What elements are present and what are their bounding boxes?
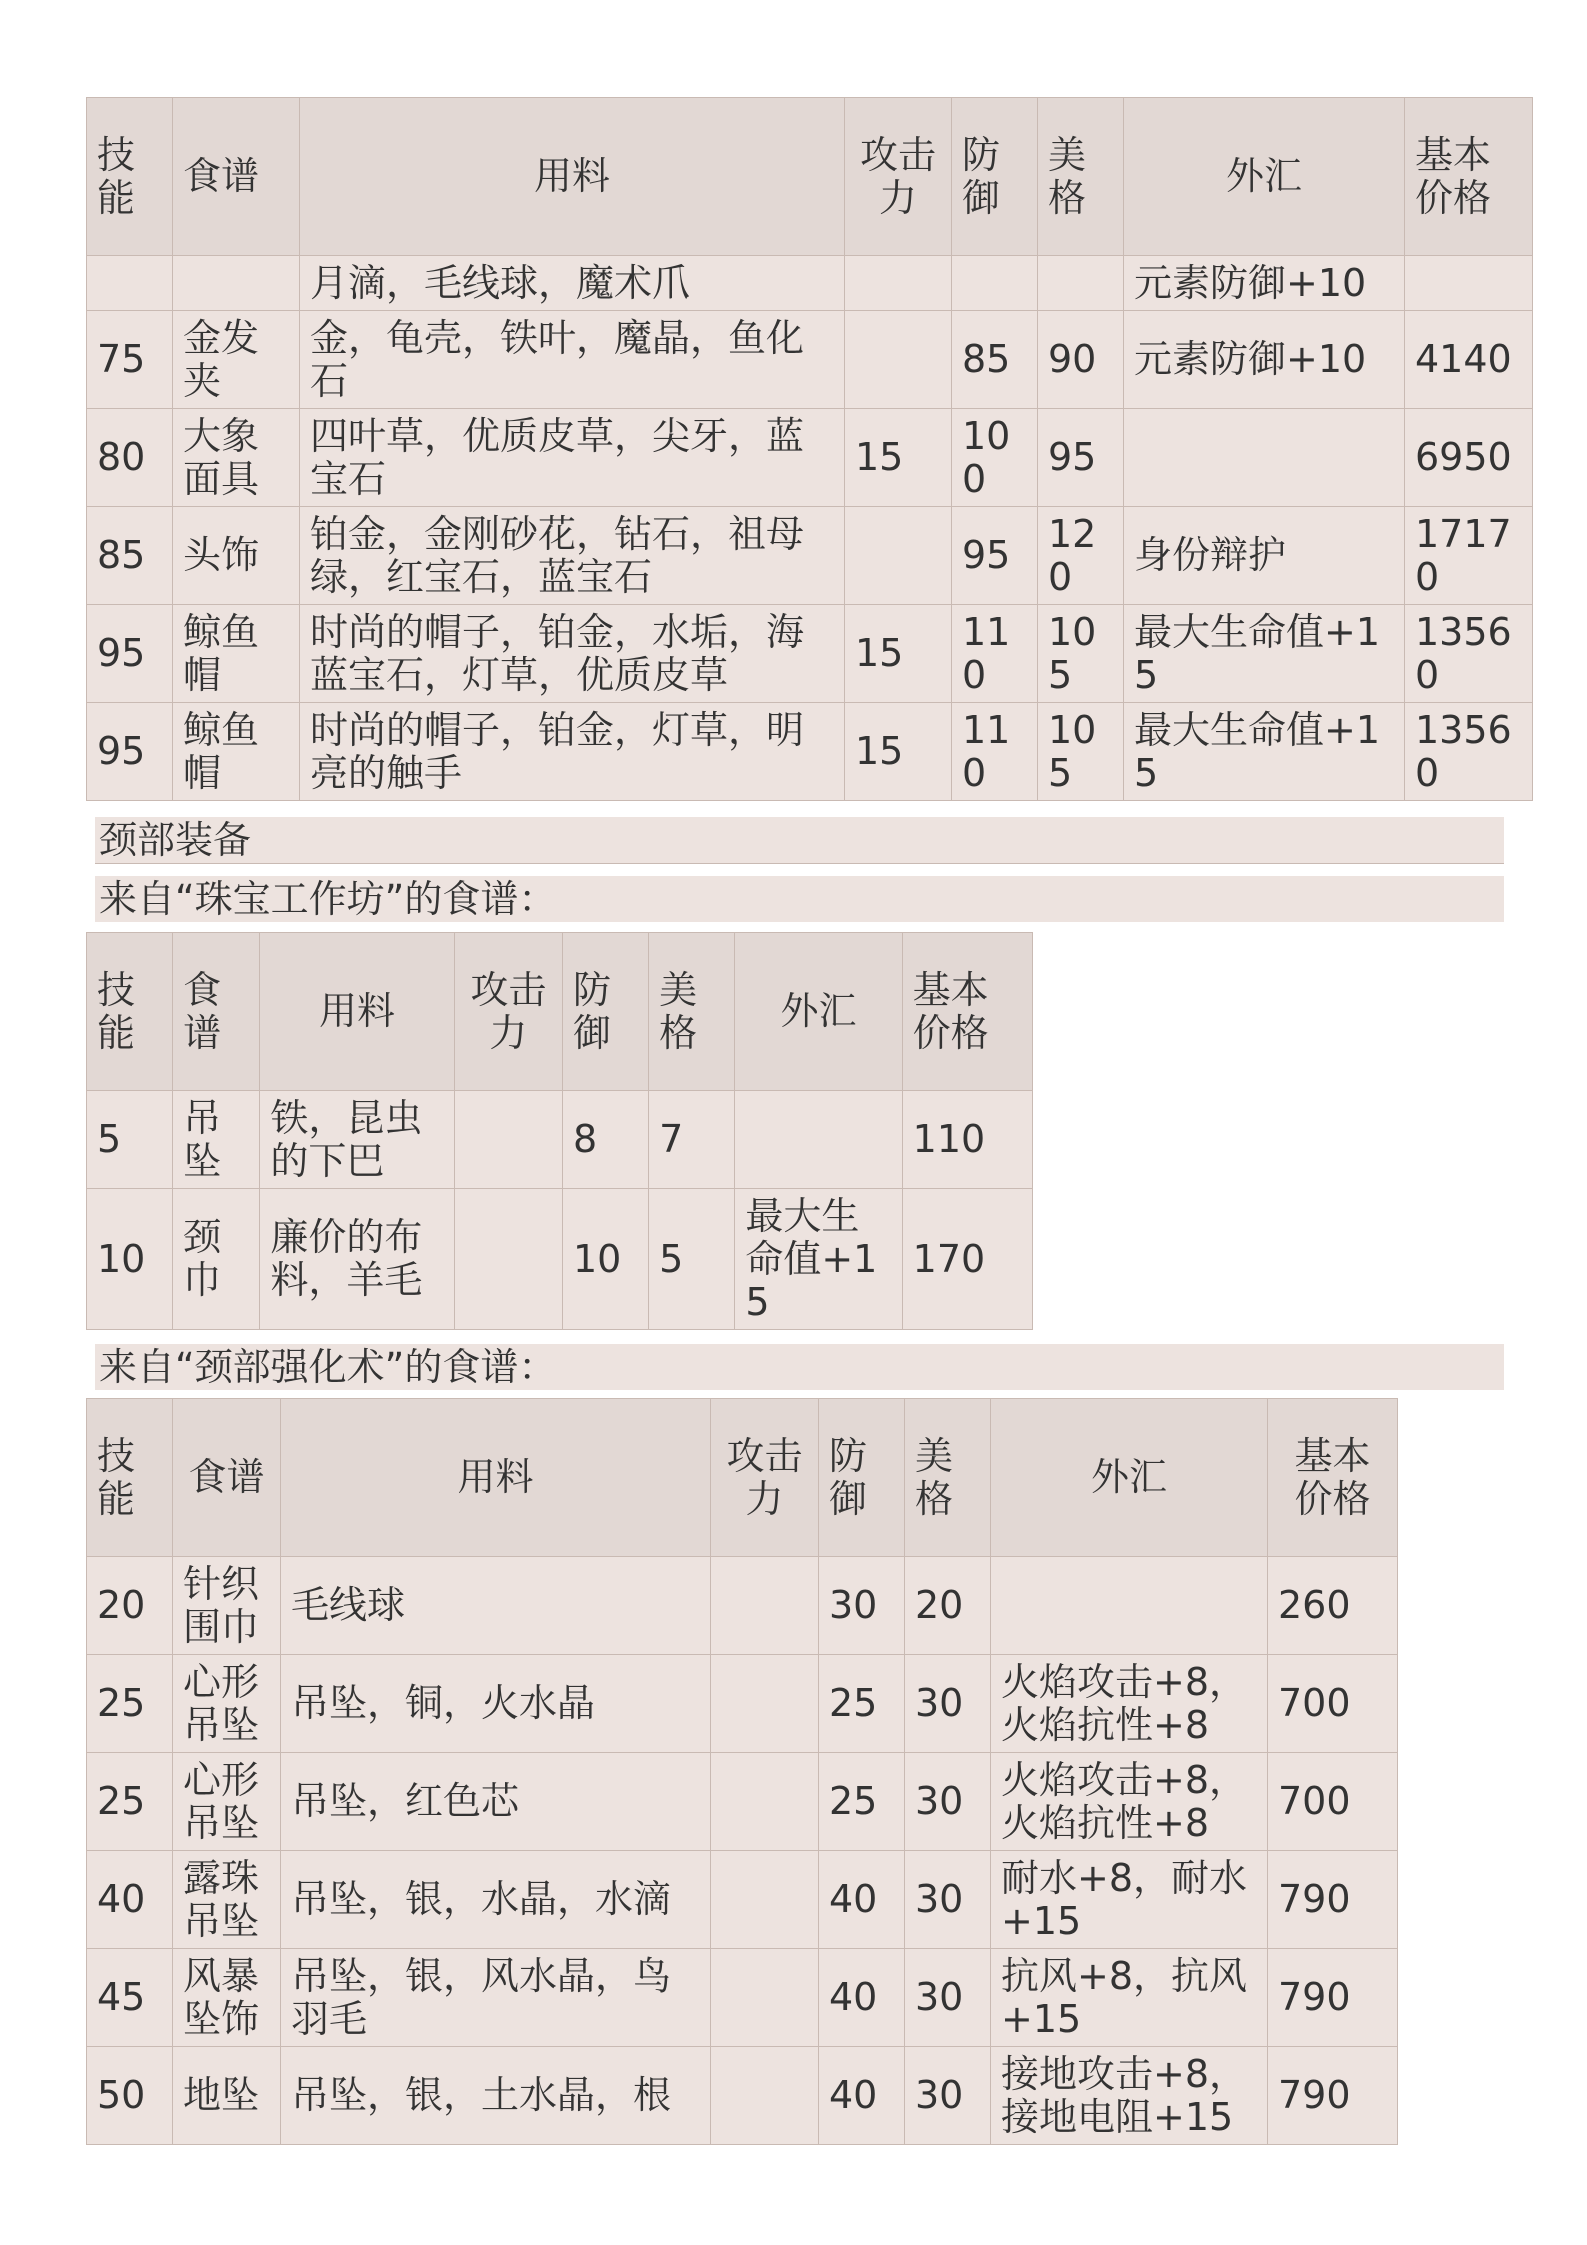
- cell-defense: 40: [819, 1851, 905, 1949]
- cell-attack: [711, 1655, 819, 1753]
- table-row: [87, 1655, 1398, 1753]
- cell-recipe: 金发夹: [173, 311, 300, 409]
- table-row: [87, 2047, 1398, 2145]
- cell-recipe: 心形吊坠: [173, 1655, 281, 1753]
- cell-beauty: [1038, 256, 1124, 311]
- cell-recipe: 鲸鱼帽: [173, 703, 300, 801]
- table-row: [87, 1091, 1033, 1189]
- cell-defense: 95: [952, 507, 1038, 605]
- neck-enhancement-table: [86, 1398, 1398, 2145]
- cell-defense: 40: [819, 2047, 905, 2145]
- cell-skill: 95: [87, 703, 173, 801]
- header-defense: 防御: [562, 933, 648, 1091]
- cell-beauty: 30: [905, 1851, 991, 1949]
- table-row: [87, 256, 1533, 311]
- cell-beauty: 30: [905, 1655, 991, 1753]
- cell-beauty: 95: [1038, 409, 1124, 507]
- table-header-row: [87, 98, 1533, 256]
- cell-recipe: 地坠: [173, 2047, 281, 2145]
- cell-bonus: 火焰攻击+8，火焰抗性+8: [991, 1655, 1268, 1753]
- subsection-title-jewelry-workshop: 来自“珠宝工作坊”的食谱：: [95, 876, 1504, 922]
- cell-skill: 25: [87, 1655, 173, 1753]
- header-skill: 技能: [87, 933, 173, 1091]
- header-materials: 用料: [300, 98, 845, 256]
- cell-defense: 85: [952, 311, 1038, 409]
- table-row: [87, 409, 1533, 507]
- header-bonus: 外汇: [735, 933, 902, 1091]
- header-skill: 技能: [87, 98, 173, 256]
- head-equipment-table: [86, 97, 1533, 801]
- cell-skill: 85: [87, 507, 173, 605]
- cell-beauty: 30: [905, 1949, 991, 2047]
- cell-beauty: 90: [1038, 311, 1124, 409]
- cell-bonus: [1124, 409, 1405, 507]
- header-attack: 攻击力: [711, 1399, 819, 1557]
- cell-skill: [87, 256, 173, 311]
- header-recipe: 食谱: [173, 1399, 281, 1557]
- header-beauty: 美格: [649, 933, 735, 1091]
- cell-price: 13560: [1405, 703, 1533, 801]
- header-recipe: 食谱: [173, 933, 260, 1091]
- cell-attack: [711, 1851, 819, 1949]
- cell-beauty: 20: [905, 1557, 991, 1655]
- cell-defense: 8: [562, 1091, 648, 1189]
- cell-price: 6950: [1405, 409, 1533, 507]
- cell-recipe: 露珠吊坠: [173, 1851, 281, 1949]
- cell-beauty: 30: [905, 2047, 991, 2145]
- cell-skill: 75: [87, 311, 173, 409]
- cell-attack: 15: [845, 409, 952, 507]
- header-skill: 技能: [87, 1399, 173, 1557]
- cell-bonus: 最大生命值+15: [1124, 703, 1405, 801]
- cell-skill: 45: [87, 1949, 173, 2047]
- header-defense: 防御: [819, 1399, 905, 1557]
- subsection-title-neck-enhancement: 来自“颈部强化术”的食谱：: [95, 1344, 1504, 1390]
- cell-bonus: 接地攻击+8，接地电阻+15: [991, 2047, 1268, 2145]
- cell-recipe: 鲸鱼帽: [173, 605, 300, 703]
- cell-price: 790: [1268, 2047, 1398, 2145]
- cell-beauty: 120: [1038, 507, 1124, 605]
- cell-materials: 时尚的帽子，铂金，灯草，明亮的触手: [300, 703, 845, 801]
- cell-skill: 5: [87, 1091, 173, 1189]
- cell-materials: 吊坠，银，水晶，水滴: [281, 1851, 711, 1949]
- cell-attack: [711, 1949, 819, 2047]
- cell-price: 170: [902, 1189, 1032, 1330]
- header-bonus: 外汇: [991, 1399, 1268, 1557]
- cell-materials: 铂金，金刚砂花，钻石，祖母绿，红宝石，蓝宝石: [300, 507, 845, 605]
- table-row: [87, 1753, 1398, 1851]
- table-row: [87, 703, 1533, 801]
- cell-price: [1405, 256, 1533, 311]
- cell-price: 790: [1268, 1851, 1398, 1949]
- cell-recipe: 头饰: [173, 507, 300, 605]
- cell-bonus: 火焰攻击+8，火焰抗性+8: [991, 1753, 1268, 1851]
- cell-price: 260: [1268, 1557, 1398, 1655]
- cell-recipe: 颈巾: [173, 1189, 260, 1330]
- table-row: [87, 507, 1533, 605]
- header-bonus: 外汇: [1124, 98, 1405, 256]
- cell-price: 790: [1268, 1949, 1398, 2047]
- cell-skill: 10: [87, 1189, 173, 1330]
- cell-attack: 15: [845, 605, 952, 703]
- cell-skill: 50: [87, 2047, 173, 2145]
- cell-attack: 15: [845, 703, 952, 801]
- cell-defense: 30: [819, 1557, 905, 1655]
- cell-attack: [711, 2047, 819, 2145]
- cell-attack: [454, 1091, 562, 1189]
- cell-price: 700: [1268, 1753, 1398, 1851]
- table-row: [87, 1557, 1398, 1655]
- table-row: [87, 605, 1533, 703]
- cell-bonus: 元素防御+10: [1124, 311, 1405, 409]
- cell-skill: 20: [87, 1557, 173, 1655]
- cell-materials: 铁，昆虫的下巴: [260, 1091, 454, 1189]
- header-materials: 用料: [281, 1399, 711, 1557]
- header-attack: 攻击力: [454, 933, 562, 1091]
- cell-defense: 10: [562, 1189, 648, 1330]
- cell-materials: 吊坠，红色芯: [281, 1753, 711, 1851]
- cell-attack: [454, 1189, 562, 1330]
- cell-beauty: 105: [1038, 605, 1124, 703]
- cell-bonus: 身份辩护: [1124, 507, 1405, 605]
- table-header-row: [87, 933, 1033, 1091]
- cell-materials: 毛线球: [281, 1557, 711, 1655]
- table-row: [87, 311, 1533, 409]
- cell-skill: 25: [87, 1753, 173, 1851]
- cell-recipe: 针织围巾: [173, 1557, 281, 1655]
- cell-defense: 110: [952, 703, 1038, 801]
- cell-recipe: [173, 256, 300, 311]
- table-row: [87, 1851, 1398, 1949]
- cell-recipe: 风暴坠饰: [173, 1949, 281, 2047]
- cell-recipe: 心形吊坠: [173, 1753, 281, 1851]
- cell-price: 17170: [1405, 507, 1533, 605]
- cell-materials: 吊坠，银，土水晶，根: [281, 2047, 711, 2145]
- cell-materials: 时尚的帽子，铂金，水垢，海蓝宝石，灯草，优质皮草: [300, 605, 845, 703]
- cell-bonus: 元素防御+10: [1124, 256, 1405, 311]
- jewelry-workshop-table: [86, 932, 1033, 1330]
- cell-defense: 40: [819, 1949, 905, 2047]
- cell-attack: [711, 1753, 819, 1851]
- cell-bonus: 耐水+8，耐水+15: [991, 1851, 1268, 1949]
- cell-bonus: 最大生命值+15: [1124, 605, 1405, 703]
- header-attack: 攻击力: [845, 98, 952, 256]
- header-materials: 用料: [260, 933, 454, 1091]
- header-base-price: 基本价格: [1268, 1399, 1398, 1557]
- cell-price: 700: [1268, 1655, 1398, 1753]
- cell-defense: [952, 256, 1038, 311]
- table-row: [87, 1949, 1398, 2047]
- cell-attack: [845, 256, 952, 311]
- cell-defense: 25: [819, 1753, 905, 1851]
- cell-bonus: [991, 1557, 1268, 1655]
- cell-bonus: [735, 1091, 902, 1189]
- header-base-price: 基本价格: [1405, 98, 1533, 256]
- cell-price: 13560: [1405, 605, 1533, 703]
- cell-skill: 80: [87, 409, 173, 507]
- cell-recipe: 吊坠: [173, 1091, 260, 1189]
- section-title: 颈部装备: [95, 817, 1504, 864]
- cell-skill: 40: [87, 1851, 173, 1949]
- cell-defense: 110: [952, 605, 1038, 703]
- cell-attack: [845, 311, 952, 409]
- cell-materials: 月滴，毛线球，魔术爪: [300, 256, 845, 311]
- cell-bonus: 抗风+8，抗风+15: [991, 1949, 1268, 2047]
- cell-price: 4140: [1405, 311, 1533, 409]
- cell-materials: 金，龟壳，铁叶，魔晶，鱼化石: [300, 311, 845, 409]
- cell-recipe: 大象面具: [173, 409, 300, 507]
- cell-materials: 廉价的布料，羊毛: [260, 1189, 454, 1330]
- cell-materials: 四叶草，优质皮草，尖牙，蓝宝石: [300, 409, 845, 507]
- cell-beauty: 105: [1038, 703, 1124, 801]
- table-header-row: [87, 1399, 1398, 1557]
- header-beauty: 美格: [905, 1399, 991, 1557]
- header-defense: 防御: [952, 98, 1038, 256]
- cell-beauty: 7: [649, 1091, 735, 1189]
- cell-defense: 100: [952, 409, 1038, 507]
- header-recipe: 食谱: [173, 98, 300, 256]
- header-base-price: 基本价格: [902, 933, 1032, 1091]
- cell-attack: [845, 507, 952, 605]
- cell-attack: [711, 1557, 819, 1655]
- cell-materials: 吊坠，铜，火水晶: [281, 1655, 711, 1753]
- table-row: [87, 1189, 1033, 1330]
- cell-bonus: 最大生命值+15: [735, 1189, 902, 1330]
- cell-beauty: 30: [905, 1753, 991, 1851]
- cell-price: 110: [902, 1091, 1032, 1189]
- cell-defense: 25: [819, 1655, 905, 1753]
- cell-beauty: 5: [649, 1189, 735, 1330]
- cell-skill: 95: [87, 605, 173, 703]
- header-beauty: 美格: [1038, 98, 1124, 256]
- cell-materials: 吊坠，银，风水晶，鸟羽毛: [281, 1949, 711, 2047]
